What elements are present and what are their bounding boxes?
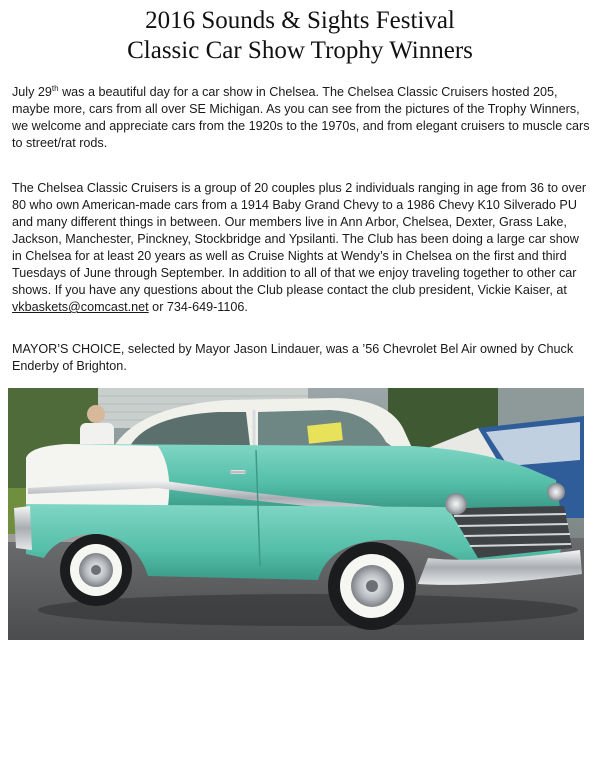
rear-bumper [14,506,32,550]
person-head [87,405,105,423]
headlight-right [547,483,565,501]
rear-fender-white [26,444,169,506]
car-photo [8,388,584,640]
document-title [0,6,600,66]
rear-wheel [60,534,132,606]
door-handle [230,470,246,474]
car-shadow [38,594,578,626]
ordinal-suffix: th [51,83,59,93]
club-text: The Chelsea Classic Cruisers is a group of 20 couples plus 2 individuals ranging in age from 36 to over 80 who own American-made cars from a 1914 Baby Grand Chevy to a 1986 Chevy K10 Silverado PU and many different things in between. Our members live in Ann Arbor, Chelsea, Dexter, Grass Lake, Jackson, Manchester, Pinckney, Stockbridge and Ypsilanti. The Club has been doing a large car show in Chelsea for at least 20 years as well as Cruise Nights at Wendy’s in Chelsea on the first and third Tuesdays of June through September. In addition to all of that we enjoy traveling together to other car shows. If you have any questions about the Club please contact the club president, Vickie Kaiser, at [12,181,587,297]
headlight-left [445,493,467,515]
title-line-1: 2016 Sounds & Sights Festival [145,7,455,34]
intro-text-start: July 29 [12,85,52,99]
intro-paragraph [12,84,590,152]
mayors-choice-text: MAYOR’S CHOICE, selected by Mayor Jason Lindauer, was a ’56 Chevrolet Bel Air owned by Chuck Enderby of Brighton. [12,342,574,373]
email-link[interactable]: vkbaskets@comcast.net [12,300,149,314]
title-line-2: Classic Car Show Trophy Winners [127,37,473,64]
club-paragraph [12,180,590,316]
front-wheel [328,542,416,630]
windshield-sign [307,422,343,443]
intro-text-rest: was a beautiful day for a car show in Chelsea. The Chelsea Classic Cruisers hosted 205, maybe more, cars from all over SE Michigan. As you can see from the pictures of the Trophy Winners, we welcome and appreciate cars from the 1920s to the 1970s, and from elegant cruisers to muscle cars to street/rat rods. [12,85,590,150]
car-photo-illustration [8,388,584,640]
club-phone-text: or 734-649-1106. [148,300,248,314]
mayors-choice-paragraph [12,341,590,375]
